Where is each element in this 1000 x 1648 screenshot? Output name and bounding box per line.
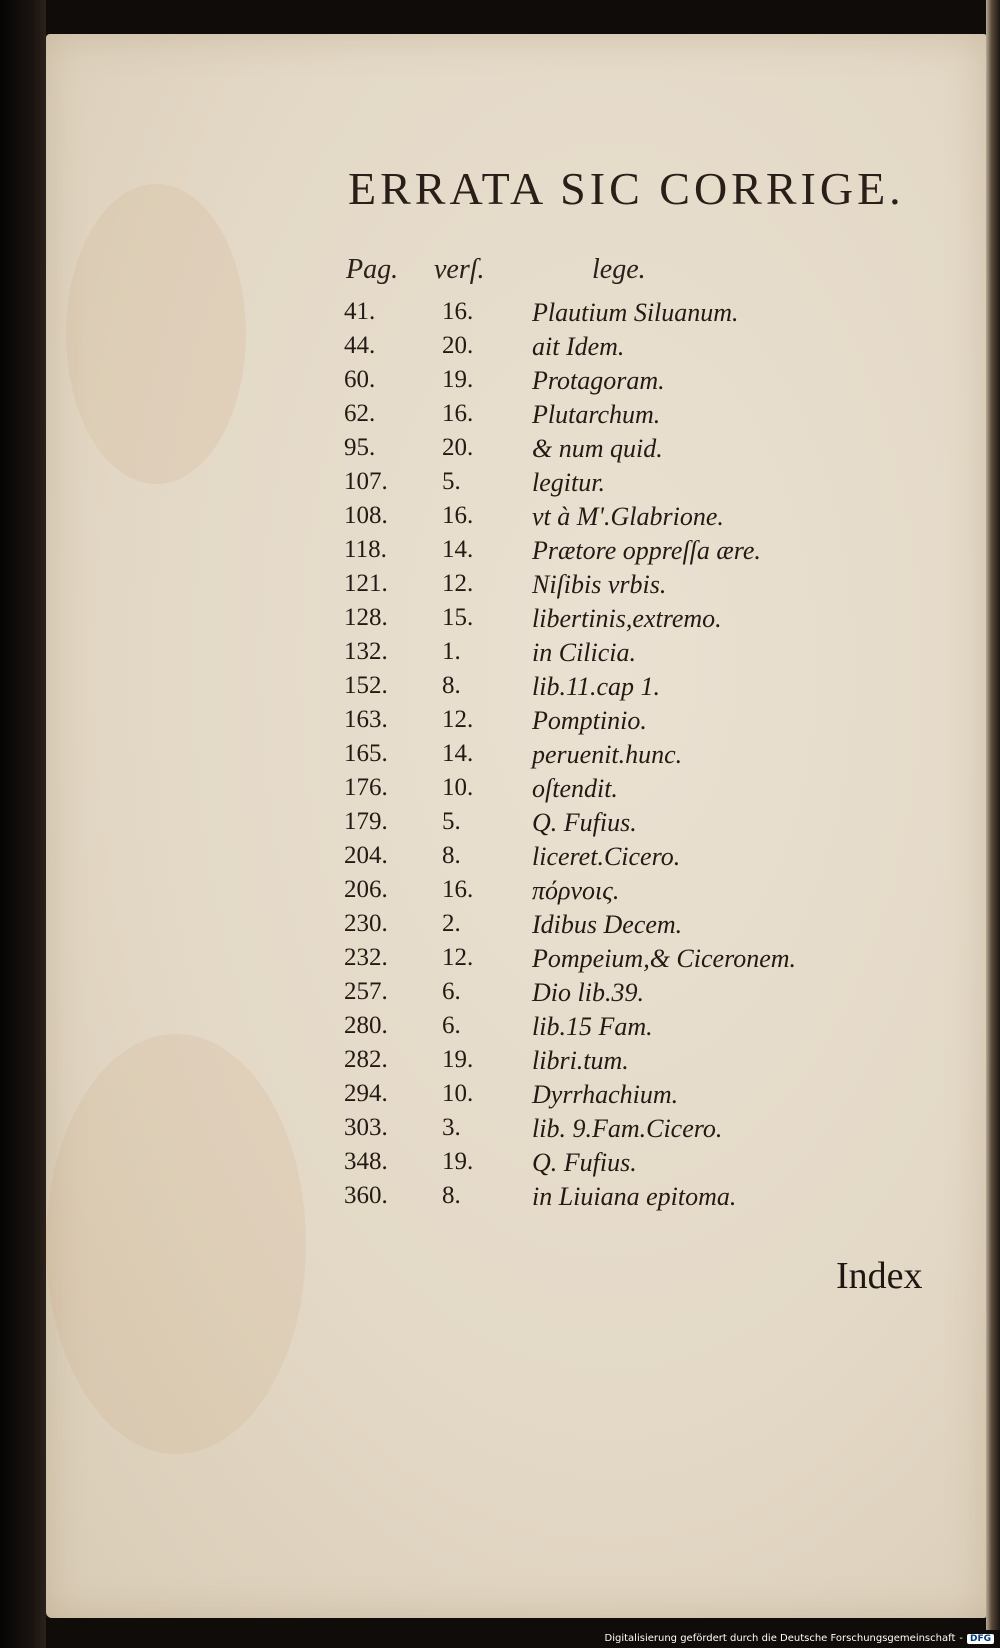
- book-page: [46, 34, 986, 1618]
- row-verse-number: 10.: [442, 1080, 474, 1107]
- errata-row: [46, 1080, 986, 1114]
- row-page-number: 107.: [344, 468, 388, 495]
- row-correction: oſtendit.: [532, 774, 618, 803]
- row-verse-number: 8.: [442, 842, 461, 869]
- row-correction: in Cilicia.: [532, 638, 636, 667]
- row-correction: Plautium Siluanum.: [532, 298, 739, 327]
- errata-row: [46, 638, 986, 672]
- catchword: Index: [836, 1255, 923, 1297]
- row-correction: in Liuiana epitoma.: [532, 1182, 737, 1211]
- row-correction: peruenit.hunc.: [532, 740, 683, 769]
- errata-row: [46, 910, 986, 944]
- row-page-number: 121.: [344, 570, 388, 597]
- errata-row: [46, 1148, 986, 1182]
- row-verse-number: 16.: [442, 502, 474, 529]
- errata-row: [46, 842, 986, 876]
- row-verse-number: 20.: [442, 332, 474, 359]
- row-verse-number: 3.: [442, 1114, 461, 1141]
- errata-row: [46, 604, 986, 638]
- row-page-number: 206.: [344, 876, 388, 903]
- row-verse-number: 5.: [442, 468, 461, 495]
- dfg-logo-badge: DFG: [967, 1634, 994, 1644]
- errata-row: [46, 944, 986, 978]
- row-correction: vt à M'.Glabrione.: [532, 502, 724, 531]
- row-correction: Pompeium,& Ciceronem.: [532, 944, 797, 973]
- row-verse-number: 2.: [442, 910, 461, 937]
- errata-row: [46, 536, 986, 570]
- row-correction: ait Idem.: [532, 332, 625, 361]
- row-verse-number: 8.: [442, 672, 461, 699]
- row-page-number: 165.: [344, 740, 388, 767]
- errata-row: [46, 672, 986, 706]
- errata-row: [46, 1012, 986, 1046]
- errata-row: [46, 570, 986, 604]
- row-page-number: 132.: [344, 638, 388, 665]
- errata-row: [46, 434, 986, 468]
- row-correction: Protagoram.: [532, 366, 665, 395]
- errata-row: [46, 876, 986, 910]
- errata-row: [46, 774, 986, 808]
- row-verse-number: 10.: [442, 774, 474, 801]
- book-right-edge: [986, 0, 1000, 1630]
- row-page-number: 232.: [344, 944, 388, 971]
- row-correction: & num quid.: [532, 434, 663, 463]
- errata-row: [46, 366, 986, 400]
- row-page-number: 60.: [344, 366, 376, 393]
- errata-row: [46, 1046, 986, 1080]
- errata-row: [46, 808, 986, 842]
- row-correction: lib.11.cap 1.: [532, 672, 661, 701]
- row-correction: πόρνοις.: [532, 876, 620, 905]
- row-correction: Prætore oppreſſa ære.: [532, 536, 761, 565]
- row-page-number: 108.: [344, 502, 388, 529]
- row-page-number: 95.: [344, 434, 376, 461]
- row-verse-number: 12.: [442, 944, 474, 971]
- row-verse-number: 12.: [442, 706, 474, 733]
- page-title: ERRATA SIC CORRIGE.: [348, 163, 905, 214]
- row-page-number: 204.: [344, 842, 388, 869]
- row-verse-number: 1.: [442, 638, 461, 665]
- errata-row: [46, 740, 986, 774]
- row-verse-number: 15.: [442, 604, 474, 631]
- row-correction: liceret.Cicero.: [532, 842, 681, 871]
- errata-row: [46, 1182, 986, 1216]
- row-page-number: 303.: [344, 1114, 388, 1141]
- row-page-number: 118.: [344, 536, 387, 563]
- row-verse-number: 16.: [442, 400, 474, 427]
- errata-row: [46, 978, 986, 1012]
- row-verse-number: 19.: [442, 366, 474, 393]
- row-page-number: 41.: [344, 298, 376, 325]
- row-page-number: 152.: [344, 672, 388, 699]
- digitization-footer: Digitalisierung gefördert durch die Deutsche Forschungsgemeinschaft - DFG: [605, 1633, 994, 1644]
- errata-row: [46, 706, 986, 740]
- row-correction: Dyrrhachium.: [532, 1080, 679, 1109]
- errata-row: [46, 400, 986, 434]
- row-page-number: 230.: [344, 910, 388, 937]
- row-correction: lib. 9.Fam.Cicero.: [532, 1114, 723, 1143]
- row-page-number: 282.: [344, 1046, 388, 1073]
- row-verse-number: 16.: [442, 876, 474, 903]
- book-left-edge: [0, 0, 46, 1648]
- row-correction: Idibus Decem.: [532, 910, 683, 939]
- header-lege: lege.: [592, 254, 646, 285]
- header-vers: verſ.: [434, 254, 485, 285]
- row-verse-number: 6.: [442, 1012, 461, 1039]
- errata-row: [46, 298, 986, 332]
- errata-row: [46, 332, 986, 366]
- row-verse-number: 8.: [442, 1182, 461, 1209]
- row-correction: libertinis,extremo.: [532, 604, 722, 633]
- row-page-number: 294.: [344, 1080, 388, 1107]
- row-verse-number: 14.: [442, 740, 474, 767]
- row-verse-number: 19.: [442, 1148, 474, 1175]
- header-pag: Pag.: [346, 254, 399, 285]
- row-correction: legitur.: [532, 468, 605, 497]
- errata-row: [46, 1114, 986, 1148]
- row-correction: Q. Fufius.: [532, 808, 637, 837]
- row-page-number: 176.: [344, 774, 388, 801]
- row-page-number: 44.: [344, 332, 376, 359]
- row-correction: libri.tum.: [532, 1046, 629, 1075]
- row-verse-number: 12.: [442, 570, 474, 597]
- row-page-number: 128.: [344, 604, 388, 631]
- errata-row: [46, 502, 986, 536]
- row-correction: Plutarchum.: [532, 400, 661, 429]
- row-correction: Niſibis vrbis.: [532, 570, 667, 599]
- row-page-number: 163.: [344, 706, 388, 733]
- row-page-number: 179.: [344, 808, 388, 835]
- errata-row: [46, 468, 986, 502]
- row-verse-number: 14.: [442, 536, 474, 563]
- errata-list: [46, 298, 986, 1216]
- footer-text: Digitalisierung gefördert durch die Deutsche Forschungsgemeinschaft: [604, 1633, 956, 1644]
- row-verse-number: 19.: [442, 1046, 474, 1073]
- row-page-number: 257.: [344, 978, 388, 1005]
- row-verse-number: 16.: [442, 298, 474, 325]
- row-verse-number: 20.: [442, 434, 474, 461]
- row-verse-number: 6.: [442, 978, 461, 1005]
- row-correction: Q. Fufius.: [532, 1148, 637, 1177]
- row-verse-number: 5.: [442, 808, 461, 835]
- row-page-number: 348.: [344, 1148, 388, 1175]
- row-page-number: 360.: [344, 1182, 388, 1209]
- row-correction: lib.15 Fam.: [532, 1012, 653, 1041]
- row-page-number: 280.: [344, 1012, 388, 1039]
- row-correction: Pomptinio.: [532, 706, 647, 735]
- row-correction: Dio lib.39.: [532, 978, 644, 1007]
- row-page-number: 62.: [344, 400, 376, 427]
